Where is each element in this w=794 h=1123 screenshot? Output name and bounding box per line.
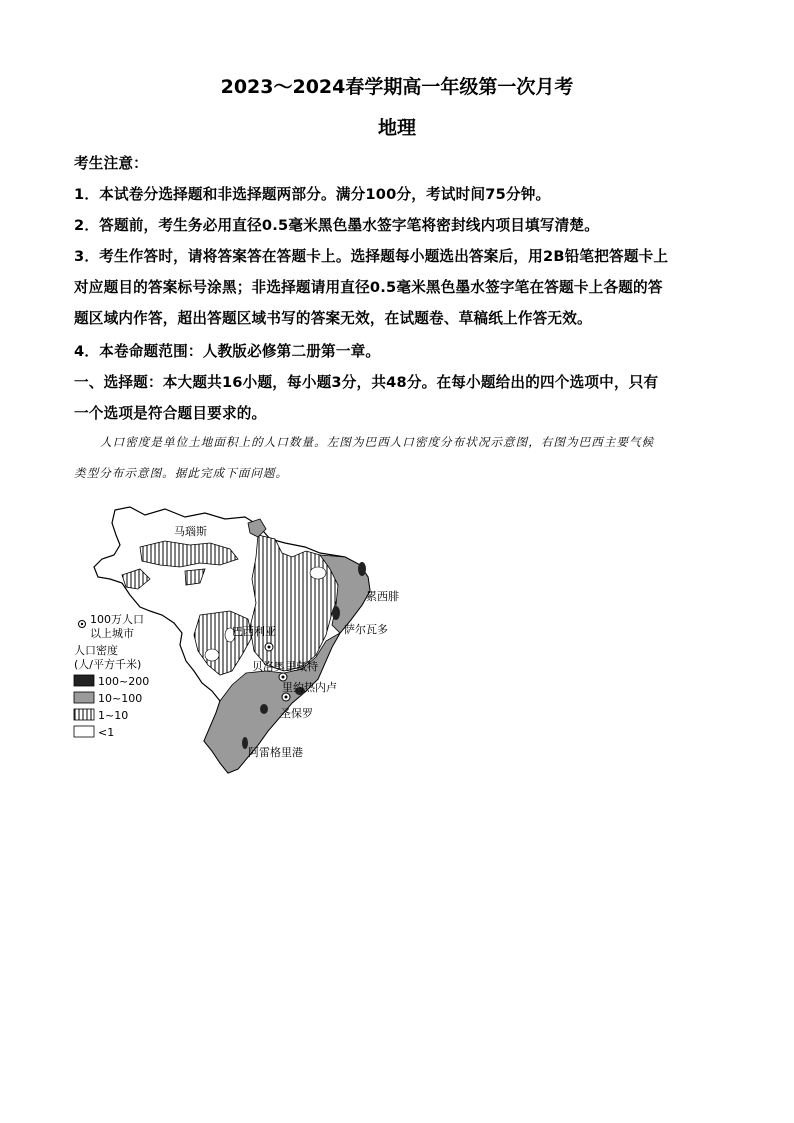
label-portoalegre: 阿雷格里港 xyxy=(248,746,303,759)
city-marker-rio xyxy=(282,693,290,701)
legend-density-unit: (人/平方千米) xyxy=(74,658,142,671)
notice-heading: 考生注意： xyxy=(74,155,148,172)
legend-class-3: 1~10 xyxy=(98,709,129,722)
density-100-200-recife xyxy=(358,562,366,576)
label-belo: 贝洛奥里藏特 xyxy=(252,660,318,673)
notice-item-1: 1．本试卷分选择题和非选择题两部分。满分100分，考试时间75分钟。 xyxy=(74,186,551,203)
legend-city-line-2: 以上城市 xyxy=(90,627,134,640)
map-legend xyxy=(74,613,149,739)
low-density-spot-1 xyxy=(310,567,326,579)
label-rio: 里约热内卢 xyxy=(282,681,337,694)
label-saopaulo: 圣保罗 xyxy=(280,707,313,720)
notice-item-3-line-1: 3．考生作答时，请将答案答在答题卡上。选择题每小题选出答案后，用2B铅笔把答题卡上 xyxy=(74,248,669,265)
notice-item-3-line-3: 题区域内作答，超出答题区域书写的答案无效，在试题卷、草稿纸上作答无效。 xyxy=(74,310,592,327)
notice-item-3-line-2: 对应题目的答案标号涂黑；非选择题请用直径0.5毫米黑色墨水签字笔在答题卡上各题的答 xyxy=(74,279,663,296)
city-marker-belo xyxy=(279,673,287,681)
notice-item-2: 2．答题前，考生务必用直径0.5毫米黑色墨水签字笔将密封线内项目填写清楚。 xyxy=(74,217,600,234)
notice-item-4: 4．本卷命题范围：人教版必修第二册第一章。 xyxy=(74,343,381,360)
low-density-spot-2 xyxy=(205,649,219,661)
material-line-1: 人口密度是单位土地面积上的人口数量。左图为巴西人口密度分布状况示意图，右图为巴西主要气候 xyxy=(100,435,655,449)
legend-class-1: 100~200 xyxy=(98,675,150,688)
legend-city-line-1: 100万人口 xyxy=(90,613,144,626)
legend-class-4: <1 xyxy=(98,726,115,739)
label-brasilia: 巴西利亚 xyxy=(232,625,276,638)
label-recife: 累西腓 xyxy=(366,590,399,603)
city-marker-brasilia xyxy=(265,643,273,651)
page-title: 2023～2024春学期高一年级第一次月考 xyxy=(220,76,574,98)
brazil-population-map xyxy=(70,495,430,780)
subject-title: 地理 xyxy=(377,117,416,139)
section-heading-line-2: 一个选项是符合题目要求的。 xyxy=(74,405,267,422)
legend-density-title: 人口密度 xyxy=(74,644,118,657)
label-salvador: 萨尔瓦多 xyxy=(344,623,388,636)
legend-class-2: 10~100 xyxy=(98,692,143,705)
material-line-2: 类型分布示意图。据此完成下面问题。 xyxy=(74,466,289,480)
section-heading-line-1: 一、选择题：本大题共16小题，每小题3分，共48分。在每小题给出的四个选项中，只有 xyxy=(74,374,659,391)
density-100-200-salvador xyxy=(332,606,340,620)
density-100-200-saopaulo xyxy=(260,704,268,714)
label-manaus: 马瑙斯 xyxy=(174,525,207,538)
